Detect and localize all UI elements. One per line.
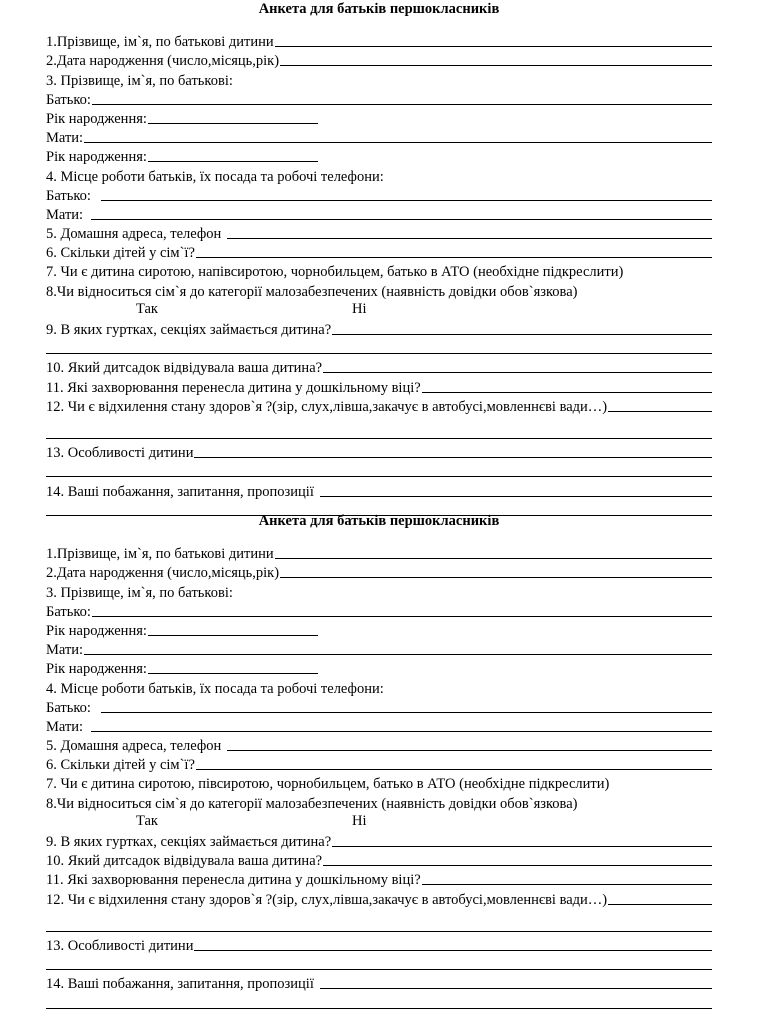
q1-field[interactable] [275,45,712,47]
q8-choices [46,301,712,320]
q14-label: 14. Ваші побажання, запитання, пропозиції [46,976,314,993]
q14-label: 14. Ваші побажання, запитання, пропозиції [46,483,314,500]
father-birth-field[interactable] [148,634,318,636]
q11-field[interactable] [422,883,712,885]
q6-field[interactable] [196,256,712,258]
q5-row [46,224,712,243]
mother-label: Мати: [46,718,84,735]
q14-extra-field[interactable] [46,1007,712,1009]
q2-label: 2.Дата народження (число,місяць,рік) [46,53,280,70]
father-work-field[interactable] [101,199,712,201]
q5-field[interactable] [227,749,712,751]
q4-row [46,166,712,185]
form-title: Анкета для батьків першокласників [258,1,500,17]
q5-field[interactable] [227,237,712,239]
q13-extra-field[interactable] [46,968,712,970]
mother-birth-row [46,659,712,678]
q11-field[interactable] [422,391,712,393]
q8-label: 8.Чи відноситься сім`я до категорії малозабезпечених (наявність довідки обов`язкова) [46,795,578,812]
q12-extra-field[interactable] [46,437,712,439]
q9-row [46,320,712,339]
q11-row [46,870,712,889]
q9-extra-row [46,339,712,358]
q10-row [46,851,712,870]
q6-label: 6. Скільки дітей у сім`ї? [46,245,195,262]
q8-choices [46,813,712,832]
mother-birth-field[interactable] [148,672,318,674]
q9-field[interactable] [332,333,712,335]
q3-row [46,582,712,601]
q1-label: 1.Прізвище, ім`я, по батькові дитини [46,546,274,563]
q5-label: 5. Домашня адреса, телефон [46,738,222,755]
q2-field[interactable] [280,576,712,578]
yes-option[interactable]: Так [136,300,158,317]
q12-extra-row [46,917,712,936]
q11-row [46,377,712,396]
q12-field[interactable] [608,903,712,905]
birth-year-label: Рік народження: [46,661,147,678]
q12-row [46,397,712,416]
father-row [46,602,712,621]
q13-field[interactable] [194,949,712,951]
q1-label: 1.Прізвище, ім`я, по батькові дитини [46,34,274,51]
questionnaire-2 [46,512,712,1013]
father-birth-field[interactable] [148,122,318,124]
q7-row [46,262,712,281]
q1-row [46,32,712,51]
mother-row [46,128,712,147]
q14-field[interactable] [320,987,712,989]
questionnaire-1 [46,0,712,520]
q3-label: 3. Прізвище, ім`я, по батькові: [46,584,233,601]
q12-extra-field[interactable] [46,930,712,932]
q9-row [46,832,712,851]
q1-row [46,544,712,563]
mother-field[interactable] [84,141,712,143]
q13-row [46,936,712,955]
q6-row [46,243,712,262]
q6-row [46,755,712,774]
q9-label: 9. В яких гуртках, секціях займається дитина? [46,834,332,850]
q6-field[interactable] [196,768,712,770]
q10-label: 10. Який дитсадок відвідувала ваша дитина? [46,853,323,870]
q12-extra-row [46,424,712,443]
father-field[interactable] [92,615,712,617]
q7-label: 7. Чи є дитина сиротою, півсиротою, чорнобильцем, батько в АТО (необхідне підкреслити) [46,776,610,793]
q9-label: 9. В яких гуртках, секціях займається дитина? [46,322,332,338]
q2-row [46,563,712,582]
form-title: Анкета для батьків першокласників [258,513,500,529]
q7-label: 7. Чи є дитина сиротою, напівсиротою, чорнобильцем, батько в АТО (необхідне підкреслити) [46,264,624,281]
q4-row [46,678,712,697]
q12-row [46,889,712,908]
q3-label: 3. Прізвище, ім`я, по батькові: [46,72,233,89]
q2-label: 2.Дата народження (число,місяць,рік) [46,565,280,582]
q5-row [46,736,712,755]
q10-row [46,358,712,377]
q9-extra-field[interactable] [46,352,712,354]
father-label: Батько: [46,699,91,716]
q3-row [46,70,712,89]
q10-field[interactable] [323,371,712,373]
mother-row [46,640,712,659]
q5-label: 5. Домашня адреса, телефон [46,226,222,243]
mother-birth-field[interactable] [148,160,318,162]
birth-year-label: Рік народження: [46,149,147,166]
father-row [46,90,712,109]
q1-field[interactable] [275,557,712,559]
father-label: Батько: [46,91,91,108]
q13-extra-row [46,955,712,974]
mother-field[interactable] [84,653,712,655]
q12-label: 12. Чи є відхилення стану здоров`я ?(зір, слух,лівша,закачує в автобусі,мовленнєві вади…) [46,891,608,908]
father-work-row [46,698,712,717]
father-label: Батько: [46,603,91,620]
birth-year-label: Рік народження: [46,622,147,639]
father-field[interactable] [92,103,712,105]
q13-label: 13. Особливості дитини [46,445,194,462]
q14-row [46,481,712,500]
father-birth-row [46,109,712,128]
q12-field[interactable] [608,410,712,412]
no-option[interactable]: Ні [352,300,367,317]
q9-field[interactable] [332,845,712,847]
q11-label: 11. Які захворювання перенесла дитина у дошкільному віці? [46,872,421,889]
q11-label: 11. Які захворювання перенесла дитина у дошкільному віці? [46,379,421,396]
q13-row [46,443,712,462]
q2-field[interactable] [280,64,712,66]
mother-label: Мати: [46,206,84,223]
mother-birth-row [46,147,712,166]
q7-row [46,774,712,793]
q12-label: 12. Чи є відхилення стану здоров`я ?(зір, слух,лівша,закачує в автобусі,мовленнєві вади…) [46,398,608,415]
mother-label: Мати: [46,642,84,659]
q13-extra-row [46,462,712,481]
mother-label: Мати: [46,130,84,147]
no-option[interactable]: Ні [352,812,367,829]
q10-field[interactable] [323,864,712,866]
q2-row [46,51,712,70]
mother-work-field[interactable] [91,218,712,220]
q8-row [46,281,712,300]
q14-field[interactable] [320,495,712,497]
q8-label: 8.Чи відноситься сім`я до категорії малозабезпечених (наявність довідки обов`язкова) [46,283,578,300]
q14-extra-row [46,993,712,1012]
q10-label: 10. Який дитсадок відвідувала ваша дитина? [46,360,323,377]
q4-label: 4. Місце роботи батьків, їх посада та робочі телефони: [46,168,384,185]
father-work-row [46,186,712,205]
q8-row [46,793,712,812]
q13-field[interactable] [194,456,712,458]
mother-work-row [46,717,712,736]
yes-option[interactable]: Так [136,812,158,829]
father-birth-row [46,621,712,640]
mother-work-row [46,205,712,224]
q13-extra-field[interactable] [46,475,712,477]
q6-label: 6. Скільки дітей у сім`ї? [46,757,195,774]
q14-row [46,974,712,993]
father-work-field[interactable] [101,711,712,713]
q4-label: 4. Місце роботи батьків, їх посада та робочі телефони: [46,680,384,697]
q13-label: 13. Особливості дитини [46,937,194,954]
birth-year-label: Рік народження: [46,110,147,127]
mother-work-field[interactable] [91,730,712,732]
father-label: Батько: [46,187,91,204]
